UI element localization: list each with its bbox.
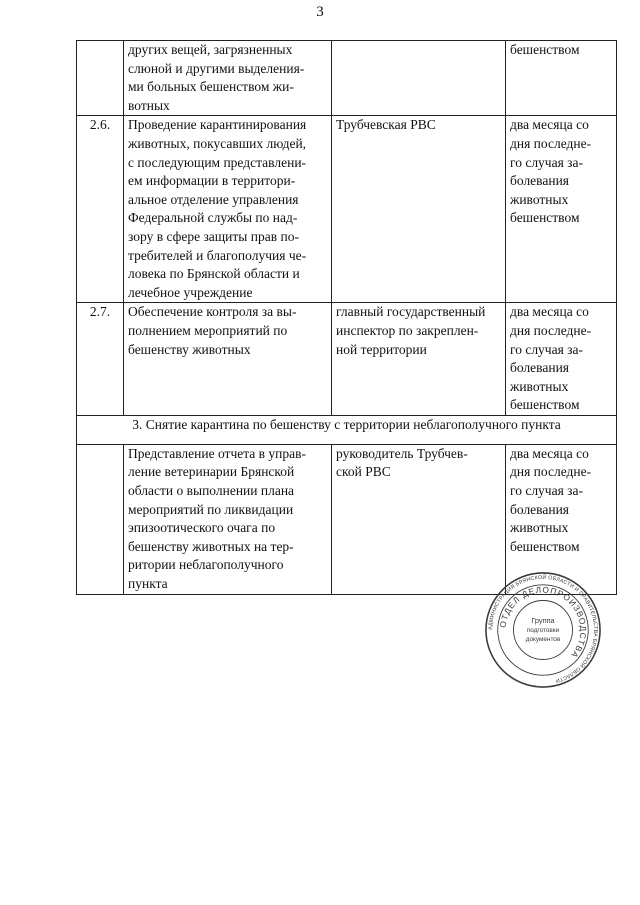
text-line: болевания <box>510 173 570 189</box>
table-row <box>77 41 617 116</box>
text-line: го случая за- <box>510 341 583 357</box>
text-line: животных <box>510 520 569 536</box>
responsible-cell <box>332 41 506 116</box>
text-line: дня последне- <box>510 322 592 338</box>
text-line: ской РВС <box>336 464 391 480</box>
text-line: Обеспечение контроля за вы- <box>128 304 297 320</box>
plan-table <box>76 40 617 595</box>
text-line: два месяца со <box>510 117 589 133</box>
action-cell <box>124 303 332 416</box>
row-number: 2.6. <box>77 116 124 303</box>
text-line: бешенству животных <box>128 341 251 357</box>
text-line: ем информации в территори- <box>128 173 296 189</box>
section-header-row <box>77 415 617 444</box>
page-number: 3 <box>316 4 324 20</box>
table-row <box>77 116 617 303</box>
office-stamp <box>484 571 602 689</box>
text-line: мероприятий по ликвидации <box>128 501 294 517</box>
responsible-cell <box>332 116 506 303</box>
stamp-center-line: документов <box>525 635 561 643</box>
action-cell <box>124 116 332 303</box>
text-line: области о выполнении плана <box>128 483 295 499</box>
text-line: Федеральной службы по над- <box>128 210 298 226</box>
text-line: два месяца со <box>510 304 589 320</box>
text-line: руководитель Трубчев- <box>336 445 468 461</box>
text-line: альное отделение управления <box>128 191 299 207</box>
text-line: ритории неблагополучного <box>128 557 284 573</box>
row-number: 2.7. <box>77 303 124 416</box>
text-line: болевания <box>510 501 570 517</box>
text-line: животных, покусавших людей, <box>128 135 307 151</box>
text-line: бешенством <box>510 397 580 413</box>
text-line: с последующим представлени- <box>128 154 307 170</box>
text-line: животных <box>510 378 569 394</box>
text-line: других вещей, загрязненных <box>128 42 293 57</box>
text-line: бешенством <box>510 210 580 226</box>
text-line: животных <box>510 191 569 207</box>
section-title: 3. Снятие карантина по бешенству с территории неблагополучного пункта <box>77 415 617 444</box>
text-line: бешенством <box>510 42 580 57</box>
text-line: инспектор по закреплен- <box>336 322 479 338</box>
text-line: го случая за- <box>510 154 583 170</box>
text-line: главный государственный <box>336 304 486 320</box>
text-line: бешенству животных на тер- <box>128 538 294 554</box>
row-number <box>77 41 124 116</box>
text-line: болевания <box>510 360 570 376</box>
text-line: два месяца со <box>510 445 589 461</box>
stamp-outer-text: АДМИНИСТРАЦИЯ БРЯНСКОЙ ОБЛАСТИ И ПРАВИТЕЛЬСТВА БРЯНСКОЙ ОБЛАСТИ <box>487 574 599 684</box>
text-line: ловека по Брянской области и <box>128 266 300 282</box>
text-line: бешенством <box>510 538 580 554</box>
deadline-cell <box>506 41 617 116</box>
text-line: Проведение карантинирования <box>128 117 307 133</box>
row-number <box>77 444 124 594</box>
stamp-center-line: подготовки <box>526 626 560 634</box>
text-line: полнением мероприятий по <box>128 322 288 338</box>
responsible-cell <box>332 303 506 416</box>
text-line: пункта <box>128 576 168 592</box>
text-line: Трубчевская РВС <box>336 117 436 133</box>
table-row <box>77 303 617 416</box>
text-line: эпизоотического очага по <box>128 520 276 536</box>
deadline-cell <box>506 303 617 416</box>
deadline-cell <box>506 116 617 303</box>
text-line: слюной и другими выделения- <box>128 60 305 76</box>
text-line: дня последне- <box>510 135 592 151</box>
text-line: го случая за- <box>510 483 583 499</box>
text-line: Представление отчета в управ- <box>128 445 306 461</box>
stamp-ring-text: ОТДЕЛ ДЕЛОПРОИЗВОДСТВА <box>497 584 589 661</box>
text-line: дня последне- <box>510 464 592 480</box>
responsible-cell <box>332 444 506 594</box>
text-line: вотных <box>128 97 170 113</box>
action-cell <box>124 41 332 116</box>
text-line: ление ветеринарии Брянской <box>128 464 295 480</box>
stamp-center-line: Группа <box>531 616 555 626</box>
text-line: ми больных бешенством жи- <box>128 79 294 95</box>
text-line: ной территории <box>336 341 427 357</box>
text-line: требителей и благополучия че- <box>128 247 307 263</box>
text-line: лечебное учреждение <box>128 284 253 300</box>
text-line: зору в сфере защиты прав по- <box>128 228 299 244</box>
action-cell <box>124 444 332 594</box>
